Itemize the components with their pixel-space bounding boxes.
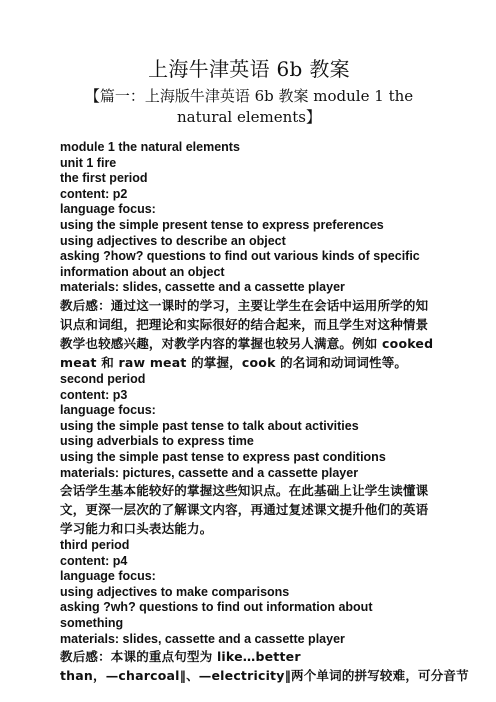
body-line: the first period: [60, 171, 148, 186]
body-line: using adjectives to describe an object: [60, 233, 286, 248]
document-title: 上海牛津英语 6b 教案: [148, 57, 350, 81]
body-line: 教后感：通过这一课时的学习，主要让学生在会话中运用所学的知识点和词组，把理论和实际很好的结合起来，而且学生对这种情景教学也较感兴趣，对教学内容的掌握也较另人满意。例如 cooked meat 和 raw meat 的掌握，cook 的名词和动词词性等。: [60, 297, 434, 370]
document-subtitle: 【篇一：上海版牛津英语 6b 教案 module 1 the natural elements】: [84, 87, 414, 126]
body-line: language focus:: [60, 403, 156, 418]
body-line: third period: [60, 538, 130, 553]
body-line: than，—charcoal‖、—electricity‖两个单词的拼写较难，可分音节: [60, 668, 469, 684]
body-line: materials: pictures, cassette and a cassette player: [60, 465, 359, 480]
body-line: 教后感：本课的重点句型为 like…better: [60, 649, 301, 665]
body-line: unit 1 fire: [60, 155, 117, 170]
body-line: content: p2: [60, 186, 128, 201]
body-line: module 1 the natural elements: [60, 140, 240, 154]
body-line: language focus:: [60, 569, 156, 584]
body-line: using the simple present tense to express preferences: [60, 217, 384, 232]
body-line: using adverbials to express time: [60, 434, 254, 449]
body-line: asking ?wh? questions to find out information about something: [60, 600, 373, 631]
document-body: [60, 140, 469, 685]
body-line: materials: slides, cassette and a cassette player: [60, 631, 345, 646]
body-line: 会话学生基本能较好的掌握这些知识点。在此基础上让学生读懂课文，更深一层次的了解课文内容，再通过复述课文提升他们的英语学习能力和口头表达能力。: [60, 483, 429, 537]
body-line: using adjectives to make comparisons: [60, 584, 290, 599]
body-line: using the simple past tense to express past conditions: [60, 449, 386, 464]
body-line: materials: slides, cassette and a cassette player: [60, 280, 345, 295]
body-line: second period: [60, 371, 146, 386]
body-line: language focus:: [60, 202, 156, 217]
body-line: using the simple past tense to talk about activities: [60, 418, 359, 433]
body-line: content: p3: [60, 387, 128, 402]
body-line: content: p4: [60, 553, 128, 568]
body-line: asking ?how? questions to find out various kinds of specific information about an object: [60, 249, 420, 279]
